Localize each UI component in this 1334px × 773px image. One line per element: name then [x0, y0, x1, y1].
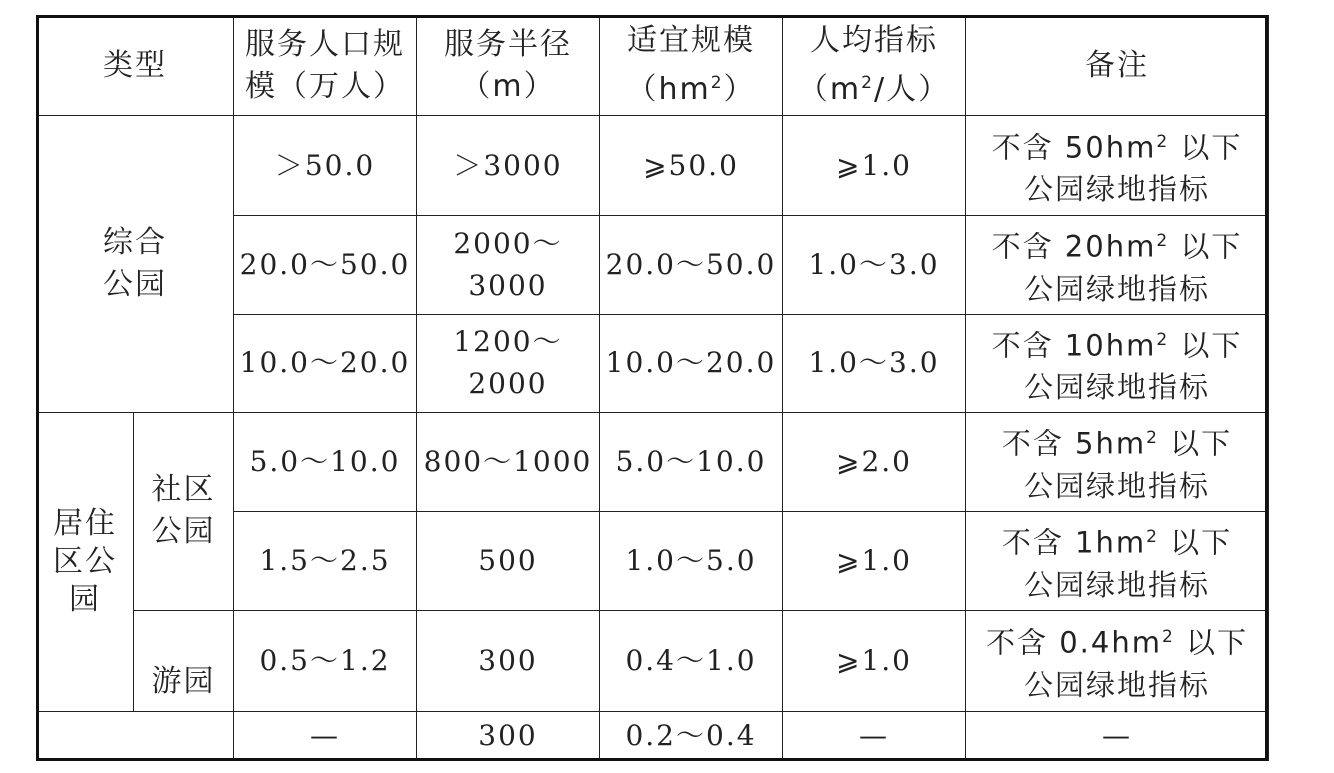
cell-per-capita: ⩾2.0	[783, 412, 966, 511]
cell-scale: 20.0～50.0	[600, 215, 783, 314]
cell-scale: ⩾50.0	[600, 116, 783, 215]
header-radius: 服务半径 （m）	[417, 16, 600, 116]
group-comprehensive: 综合 公园	[37, 116, 234, 412]
header-population: 服务人口规 模（万人）	[234, 16, 417, 116]
cell-radius: 500	[417, 511, 600, 610]
cell-note: 不含 $1hm^2$ 以下 公园绿地指标	[966, 511, 1269, 610]
cell-note: 不含 $10hm^2$ 以下 公园绿地指标	[966, 315, 1269, 412]
cell-radius: 300	[417, 611, 600, 711]
cell-population: 5.0～10.0	[234, 412, 417, 511]
cell-population: 20.0～50.0	[234, 215, 417, 314]
cell-per-capita: 1.0～3.0	[783, 215, 966, 314]
cell-population: 1.5～2.5	[234, 511, 417, 610]
cell-note: 不含 $5hm^2$ 以下 公园绿地指标	[966, 412, 1269, 511]
cell-per-capita: ⩾1.0	[783, 611, 966, 711]
cell-note: —	[966, 711, 1269, 760]
table-outer-border	[36, 15, 1268, 761]
cell-radius: ＞3000	[417, 116, 600, 215]
header-remarks: 备注	[966, 16, 1269, 116]
cell-per-capita: —	[783, 711, 966, 760]
cell-population: ＞50.0	[234, 116, 417, 215]
cell-per-capita: ⩾1.0	[783, 511, 966, 610]
header-type: 类型	[37, 16, 234, 116]
group-community: 社区 公园	[134, 412, 234, 611]
cell-scale: 0.2～0.4	[600, 711, 783, 760]
cell-scale: 5.0～10.0	[600, 412, 783, 511]
cell-scale: 10.0～20.0	[600, 315, 783, 412]
cell-note: 不含 $20hm^2$ 以下 公园绿地指标	[966, 215, 1269, 314]
cell-radius: 800～1000	[417, 412, 600, 511]
cell-radius: 300	[417, 711, 600, 760]
cell-population: —	[234, 711, 417, 760]
cell-radius: 1200～2000	[417, 315, 600, 412]
cell-population: 10.0～20.0	[234, 315, 417, 412]
cell-scale: 1.0～5.0	[600, 511, 783, 610]
group-garden: 游园	[134, 611, 234, 711]
cell-per-capita: ⩾1.0	[783, 116, 966, 215]
header-scale: 适宜规模 $(hm^2)$	[600, 16, 783, 116]
cell-note: 不含 $50hm^2$ 以下 公园绿地指标	[966, 116, 1269, 215]
cell-radius: 2000～3000	[417, 215, 600, 314]
cell-population: 0.5～1.2	[234, 611, 417, 711]
header-per-capita: 人均指标 （$m^2/$人）	[783, 16, 966, 116]
group-residential: 居住 区公 园	[37, 412, 134, 711]
cell-scale: 0.4～1.0	[600, 611, 783, 711]
cell-per-capita: 1.0～3.0	[783, 315, 966, 412]
cell-note: 不含 $0.4hm^2$ 以下 公园绿地指标	[966, 611, 1269, 711]
